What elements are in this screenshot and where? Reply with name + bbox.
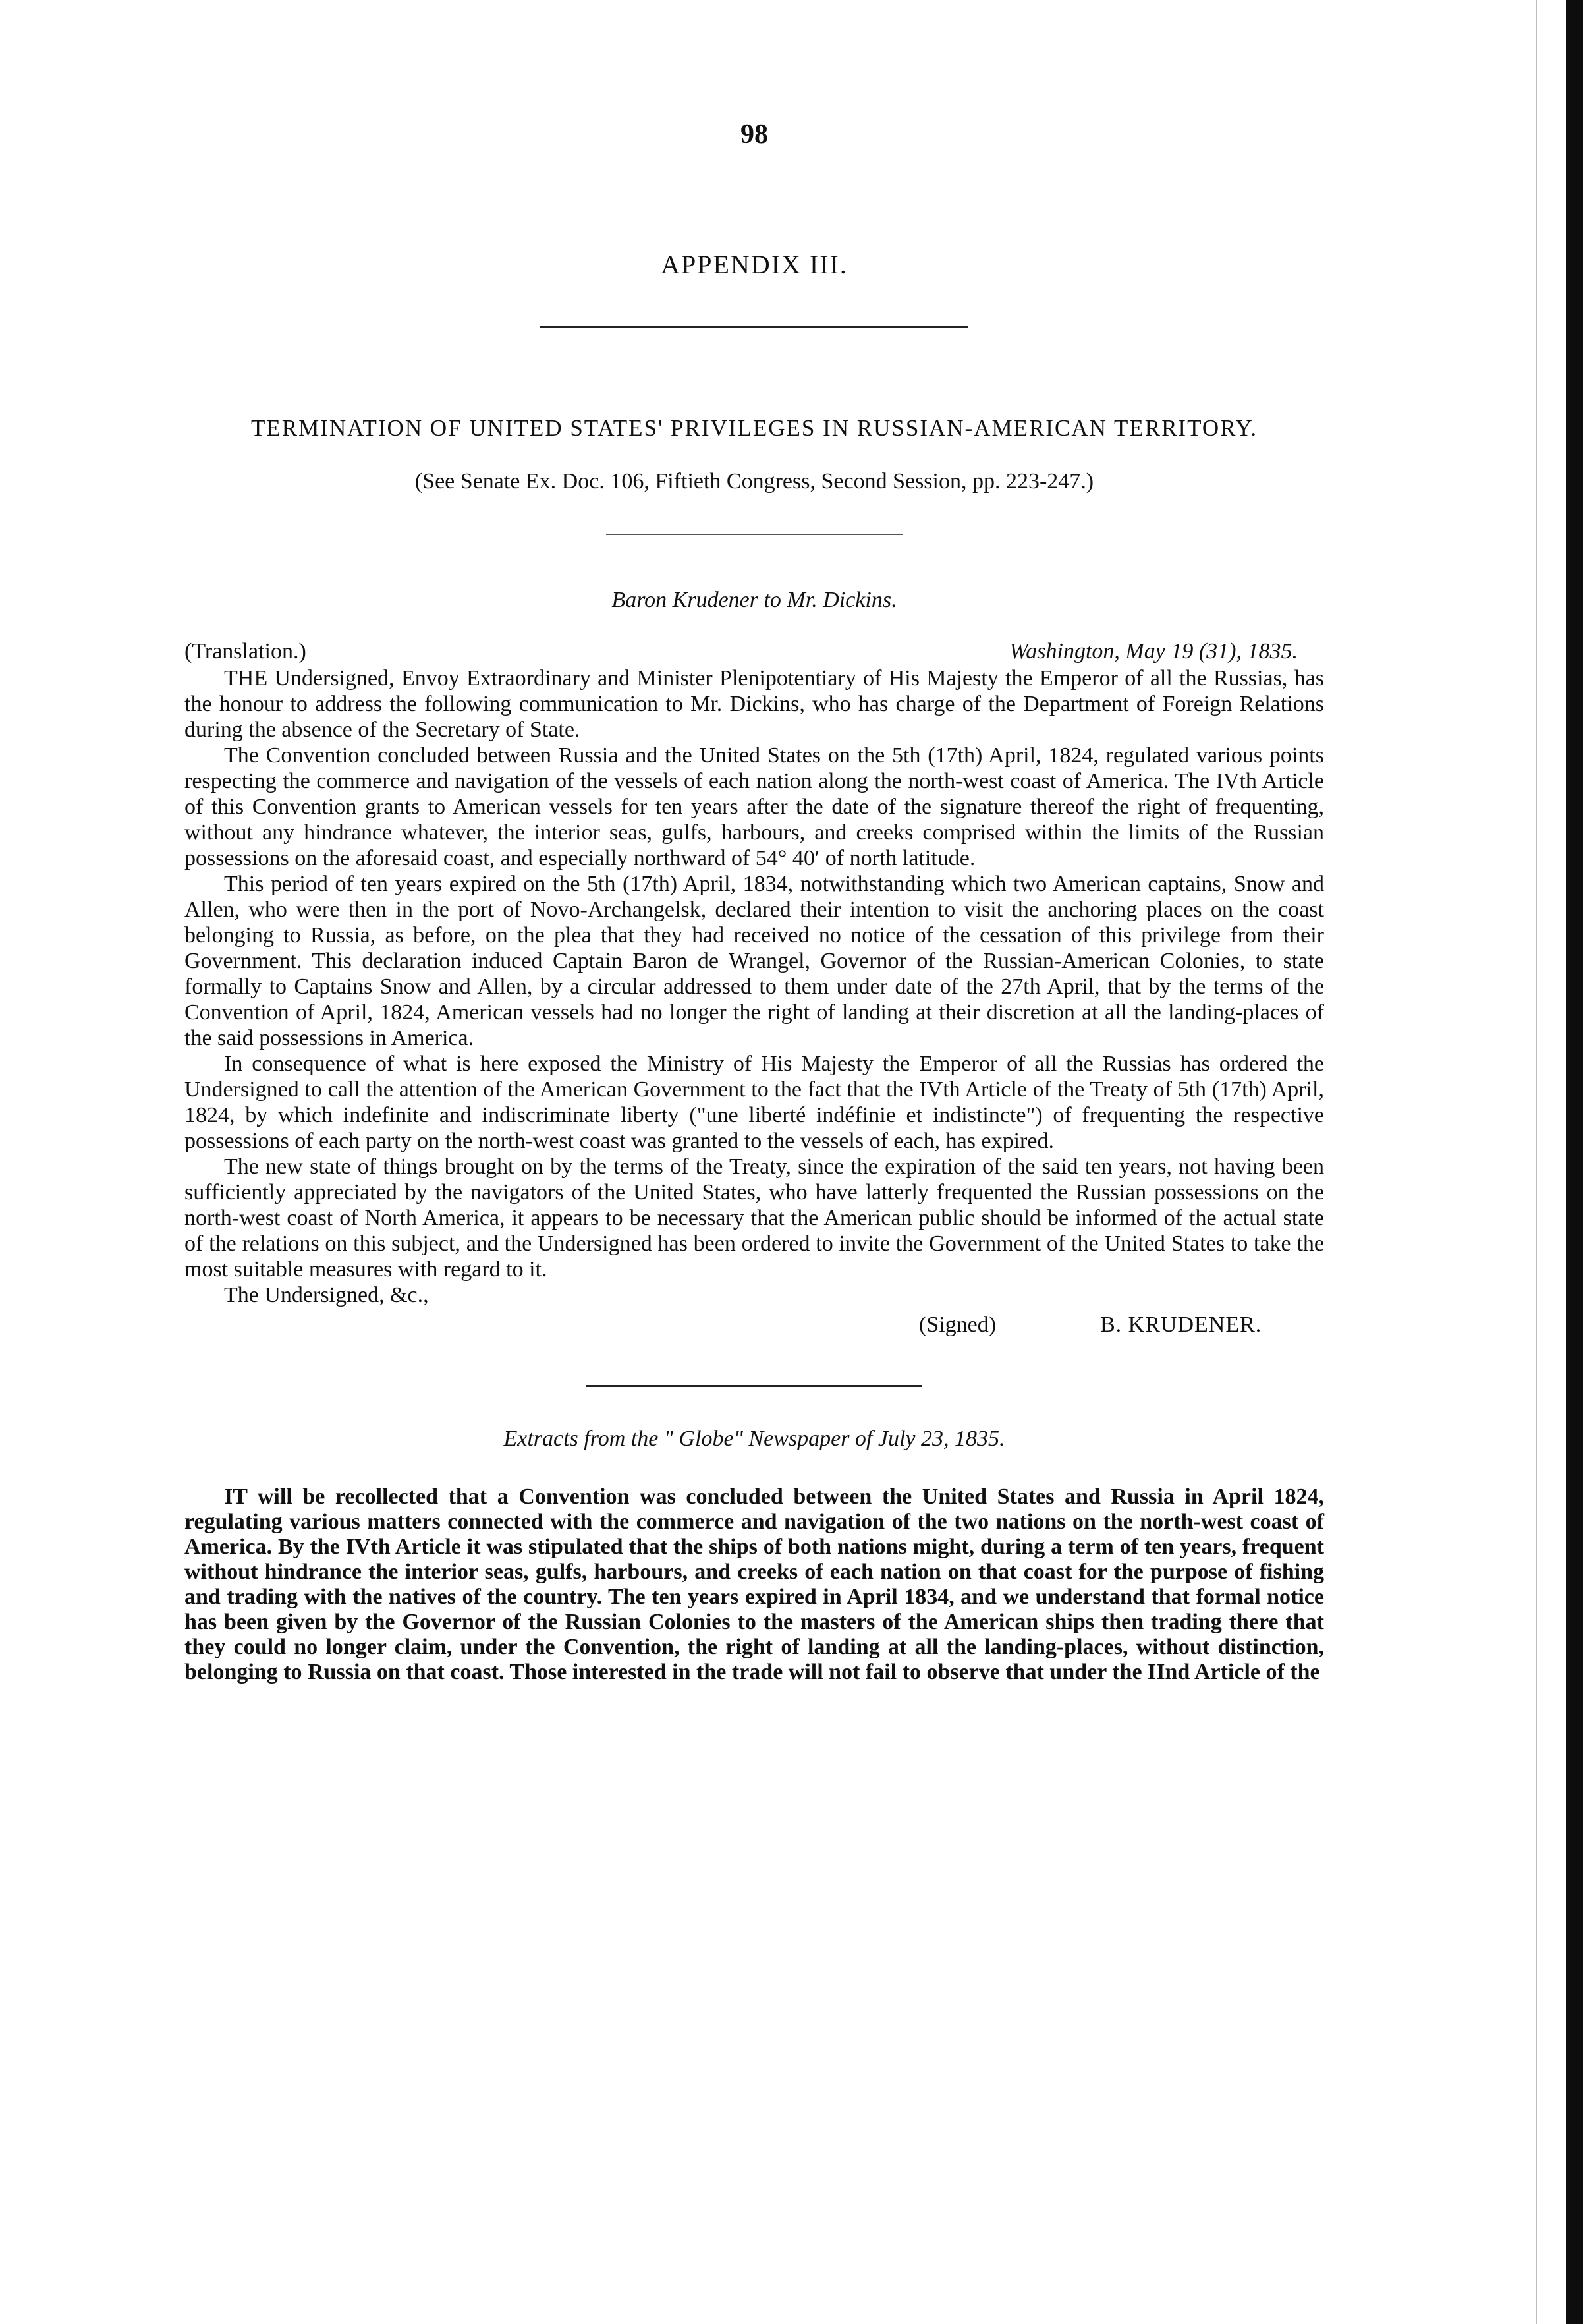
appendix-title: APPENDIX III.: [661, 250, 848, 279]
signature-block: [184, 1313, 1324, 1346]
extract-body: [184, 1485, 1324, 1685]
letter-body: [184, 666, 1324, 1282]
page-number: 98: [740, 119, 768, 150]
translation-note: (Translation.): [184, 639, 306, 664]
letter-paragraph: The new state of things brought on by the terms of the Treaty, since the expiration of the said ten years, not having been sufficiently appreciated by the navigators of the United States, who have latterly frequented the Russian possessions on the north-west coast of North America, it appears to be necessary that the American public should be informed of the actual state of the relations on this subject, and the Undersigned has been ordered to invite the Government of the United States to take the most suitable measures with regard to it.: [184, 1154, 1324, 1282]
extract-heading: Extracts from the " Globe" Newspaper of July 23, 1835.: [503, 1427, 1005, 1451]
letter-paragraph: This period of ten years expired on the 5th (17th) April, 1834, notwithstanding which two American captains, Snow and Allen, who were then in the port of Novo-Archangelsk, declared their intention to visit the anchoring places on the coast belonging to Russia, as before, on the plea that they had received no notice of the cessation of this privilege from their Government. This declaration induced Captain Baron de Wrangel, Governor of the Russian-American Colonies, to state formally to Captains Snow and Allen, by a circular addressed to them under date of the 27th April, that by the terms of the Convention of April, 1824, American vessels had no longer the right of landing at their discretion at all the landing-places of the said possessions in America.: [184, 872, 1324, 1050]
divider-rule: [606, 534, 903, 535]
signer-name: B. KRUDENER.: [1100, 1313, 1262, 1337]
extract-paragraph: IT will be recollected that a Convention was concluded between the United States and Russia in April 1824, regulating various matters connected with the commerce and navigation of the two nations on the north-west coast of America. By the IVth Article it was stipulated that the ships of both nations might, during a term of ten years, frequent without hindrance the interior seas, gulfs, harbours, and creeks of each nation on that coast for the purpose of fishing and trading with the natives of the country. The ten years expired in April 1834, and we understand that formal notice has been given by the Governor of the Russian Colonies to the masters of the American ships then trading there that they could no longer claim, under the Convention, the right of landing at all the landing-places, without distinction, belonging to Russia on that coast. Those interested in the trade will not fail to observe that under the IInd Article of the: [184, 1485, 1324, 1684]
letter-paragraph: THE Undersigned, Envoy Extraordinary and Minister Plenipotentiary of His Majesty the Emperor of all the Russias, has the honour to address the following communication to Mr. Dickins, who has charge of the Department of Foreign Relations during the absence of the Secretary of State.: [184, 666, 1324, 742]
letter-heading: Baron Krudener to Mr. Dickins.: [611, 588, 897, 612]
section-title: TERMINATION OF UNITED STATES' PRIVILEGES IN RUSSIAN-AMERICAN TERRITORY.: [250, 415, 1258, 441]
dateline: Washington, May 19 (31), 1835.: [1009, 639, 1298, 664]
citation: (See Senate Ex. Doc. 106, Fiftieth Congress, Second Session, pp. 223-247.): [414, 469, 1094, 494]
scan-margin-line: [1536, 0, 1537, 2324]
letter-paragraph: In consequence of what is here exposed the Ministry of His Majesty the Emperor of all the Russias has ordered the Undersigned to call the attention of the American Government to the fact that the IVth Article of the Treaty of 5th (17th) April, 1824, by which indefinite and indiscriminate liberty ("une liberté indéfinie et indistincte") of frequenting the respective possessions of each party on the north-west coast was granted to the vessels of each, has expired.: [184, 1052, 1324, 1153]
letter-closing: The Undersigned, &c.,: [224, 1283, 429, 1307]
scan-dark-edge: [1566, 0, 1583, 2324]
letter-paragraph: The Convention concluded between Russia and the United States on the 5th (17th) April, 1824, regulated various points respecting the commerce and navigation of the vessels of each nation along the north-west coast of America. The IVth Article of this Convention grants to American vessels for ten years after the date of the signature thereof the right of frequenting, without any hindrance whatever, the interior seas, gulfs, harbours, and creeks comprised within the limits of the Russian possessions on the aforesaid coast, and especially northward of 54° 40′ of north latitude.: [184, 743, 1324, 870]
letter-header-row: [184, 639, 1324, 666]
divider-rule: [540, 326, 968, 328]
document-page: [184, 119, 1324, 1685]
signed-label: (Signed): [919, 1313, 997, 1337]
divider-rule: [586, 1385, 922, 1387]
